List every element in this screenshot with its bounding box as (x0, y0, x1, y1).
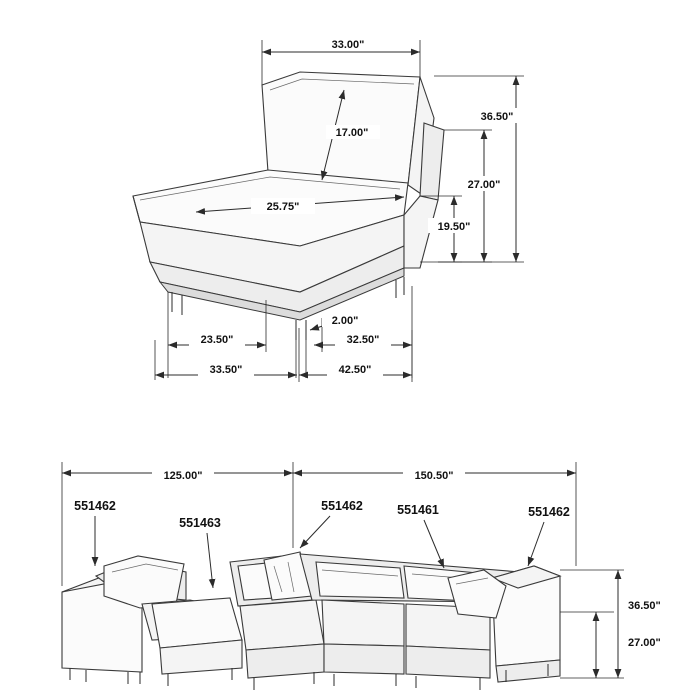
callout-part-code-3 (300, 499, 363, 548)
part-code-label-4: 551461 (397, 503, 439, 517)
callout-part-code-5 (528, 505, 570, 566)
dim-label-overall-width-left: 125.00" (163, 470, 203, 482)
dim-leg-span-left (168, 331, 266, 346)
dim-label-leg-inset: 2.00" (331, 315, 359, 327)
bottom-view-sectional-illustration (62, 552, 560, 690)
callout-part-code-1 (74, 499, 116, 566)
dim-label-overall-width-right: 150.50" (414, 470, 454, 482)
dim-leg-inset (310, 312, 368, 330)
part-code-label-3: 551462 (321, 499, 363, 513)
dim-label-overall-height-bottom: 36.50" (628, 600, 661, 612)
dim-label-leg-span-left: 23.50" (200, 334, 234, 346)
dim-label-back-height-right: 27.00" (467, 179, 501, 191)
part-code-label-2: 551463 (179, 516, 221, 530)
dim-overall-height (434, 76, 524, 262)
dim-label-base-width-left: 33.50" (209, 364, 243, 376)
top-view-chair-illustration (133, 72, 444, 378)
callout-part-code-4 (397, 503, 444, 568)
dim-label-width-top: 33.00" (331, 39, 365, 51)
dim-depth-right (314, 331, 412, 346)
dim-label-base-depth-right: 42.50" (338, 364, 372, 376)
dim-label-seat-height: 19.50" (437, 221, 471, 233)
dim-overall-height-bottom (560, 570, 682, 678)
dim-label-seat-back-height-bottom: 27.00" (628, 637, 661, 649)
part-code-label-1: 551462 (74, 499, 116, 513)
dim-label-seat-depth: 25.75" (266, 201, 300, 213)
dim-label-back-height: 17.00" (335, 127, 369, 139)
dim-label-depth-right: 32.50" (346, 334, 380, 346)
part-code-label-5: 551462 (528, 505, 570, 519)
dim-label-overall-height: 36.50" (480, 111, 514, 123)
dim-seat-back-height-bottom (560, 612, 682, 678)
